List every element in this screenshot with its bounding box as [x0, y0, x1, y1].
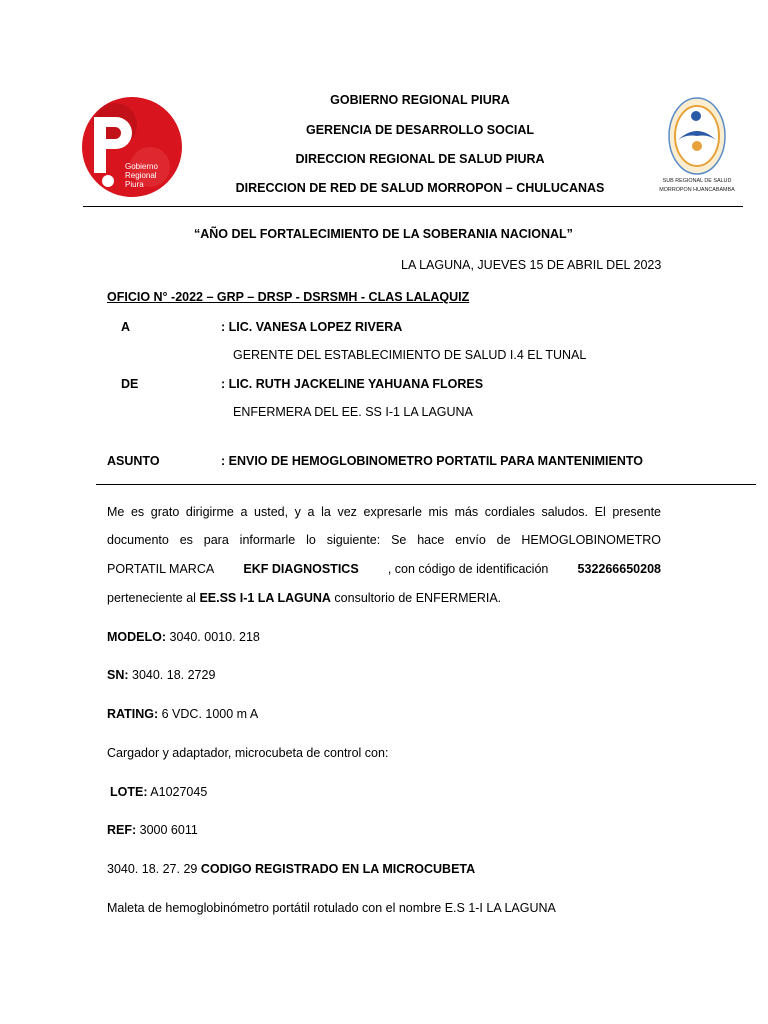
body-line-3-part-c: , con código de identificación [387, 562, 549, 576]
subject-label: ASUNTO [107, 454, 160, 468]
spec-ref-value: 3000 6011 [136, 823, 198, 837]
oficio-number: OFICIO N° -2022 – GRP – DRSP - DSRSMH - CLAS LALAQUIZ [107, 290, 470, 304]
sub-regional-salud-logo [656, 96, 746, 196]
spec-sn-value: 3040. 18. 2729 [128, 668, 216, 682]
spec-lote [110, 785, 207, 799]
spec-maleta: Maleta de hemoglobinómetro portátil rotulado con el nombre E.S 1-I LA LAGUNA [107, 901, 556, 915]
body-line-2: documento es para informarle lo siguiente: Se hace envío de HEMOGLOBINOMETRO [107, 533, 661, 547]
header-line-4: DIRECCION DE RED DE SALUD MORROPON – CHULUCANAS [235, 181, 605, 195]
spec-ref-label: REF: [107, 823, 137, 837]
spec-rating-label: RATING: [107, 707, 159, 721]
establishment-name: EE.SS I-1 LA LAGUNA [199, 591, 331, 605]
header-line-2: GERENCIA DE DESARROLLO SOCIAL [305, 123, 535, 137]
spec-lote-label: LOTE: [110, 785, 148, 799]
logo-text-subregional: SUB REGIONAL DE SALUD [662, 178, 732, 184]
to-position: GERENTE DEL ESTABLECIMIENTO DE SALUD I.4 EL TUNAL [233, 348, 587, 362]
spec-rating-value: 6 VDC. 1000 m A [158, 707, 259, 721]
spec-sn [107, 668, 215, 682]
from-label: DE [121, 377, 139, 391]
brand-name: EKF DIAGNOSTICS [243, 562, 359, 576]
header-line-1: GOBIERNO REGIONAL PIURA [330, 93, 510, 107]
spec-modelo-label: MODELO: [107, 630, 167, 644]
spec-lote-value: A1027045 [147, 785, 208, 799]
body-line-4 [107, 591, 501, 605]
body-line-3 [107, 562, 661, 576]
header-line-3: DIRECCION REGIONAL DE SALUD PIURA [295, 152, 545, 166]
spec-codigo [107, 862, 475, 876]
spec-codigo-label: CODIGO REGISTRADO EN LA MICROCUBETA [200, 862, 476, 876]
spec-modelo [107, 630, 260, 644]
spec-sn-label: SN: [107, 668, 129, 682]
logo-text-morropon: MORROPON HUANCABAMBA [659, 187, 735, 193]
from-position: ENFERMERA DEL EE. SS I-1 LA LAGUNA [233, 405, 473, 419]
spec-rating [107, 707, 258, 721]
from-name: : LIC. RUTH JACKELINE YAHUANA FLORES [221, 377, 484, 391]
gobierno-regional-piura-logo [80, 95, 184, 199]
logo-text-gobierno: Gobierno [125, 162, 158, 171]
body-line-4-part-c: consultorio de ENFERMERIA. [330, 591, 502, 605]
body-line-1: Me es grato dirigirme a usted, y a la vez expresarle mis más cordiales saludos. El presente [107, 505, 661, 519]
header-divider [83, 206, 743, 207]
to-label: A [121, 320, 131, 334]
body-line-3-part-a: PORTATIL MARCA [107, 562, 215, 576]
spec-modelo-value: 3040. 0010. 218 [166, 630, 260, 644]
spec-cargador: Cargador y adaptador, microcubeta de control con: [107, 746, 389, 760]
logo-text-regional: Regional [125, 171, 157, 180]
subject-divider [96, 484, 756, 485]
subject-text: : ENVIO DE HEMOGLOBINOMETRO PORTATIL PARA MANTENIMIENTO [221, 454, 643, 468]
to-name: : LIC. VANESA LOPEZ RIVERA [221, 320, 403, 334]
body-line-4-part-a: perteneciente al [107, 591, 200, 605]
year-motto: “AÑO DEL FORTALECIMIENTO DE LA SOBERANIA NACIONAL” [194, 227, 573, 241]
spec-codigo-value: 3040. 18. 27. 29 [107, 862, 201, 876]
logo-text-piura: Piura [125, 180, 144, 189]
spec-ref [107, 823, 198, 837]
identification-code: 532266650208 [577, 562, 661, 576]
date-line: LA LAGUNA, JUEVES 15 DE ABRIL DEL 2023 [401, 258, 662, 272]
